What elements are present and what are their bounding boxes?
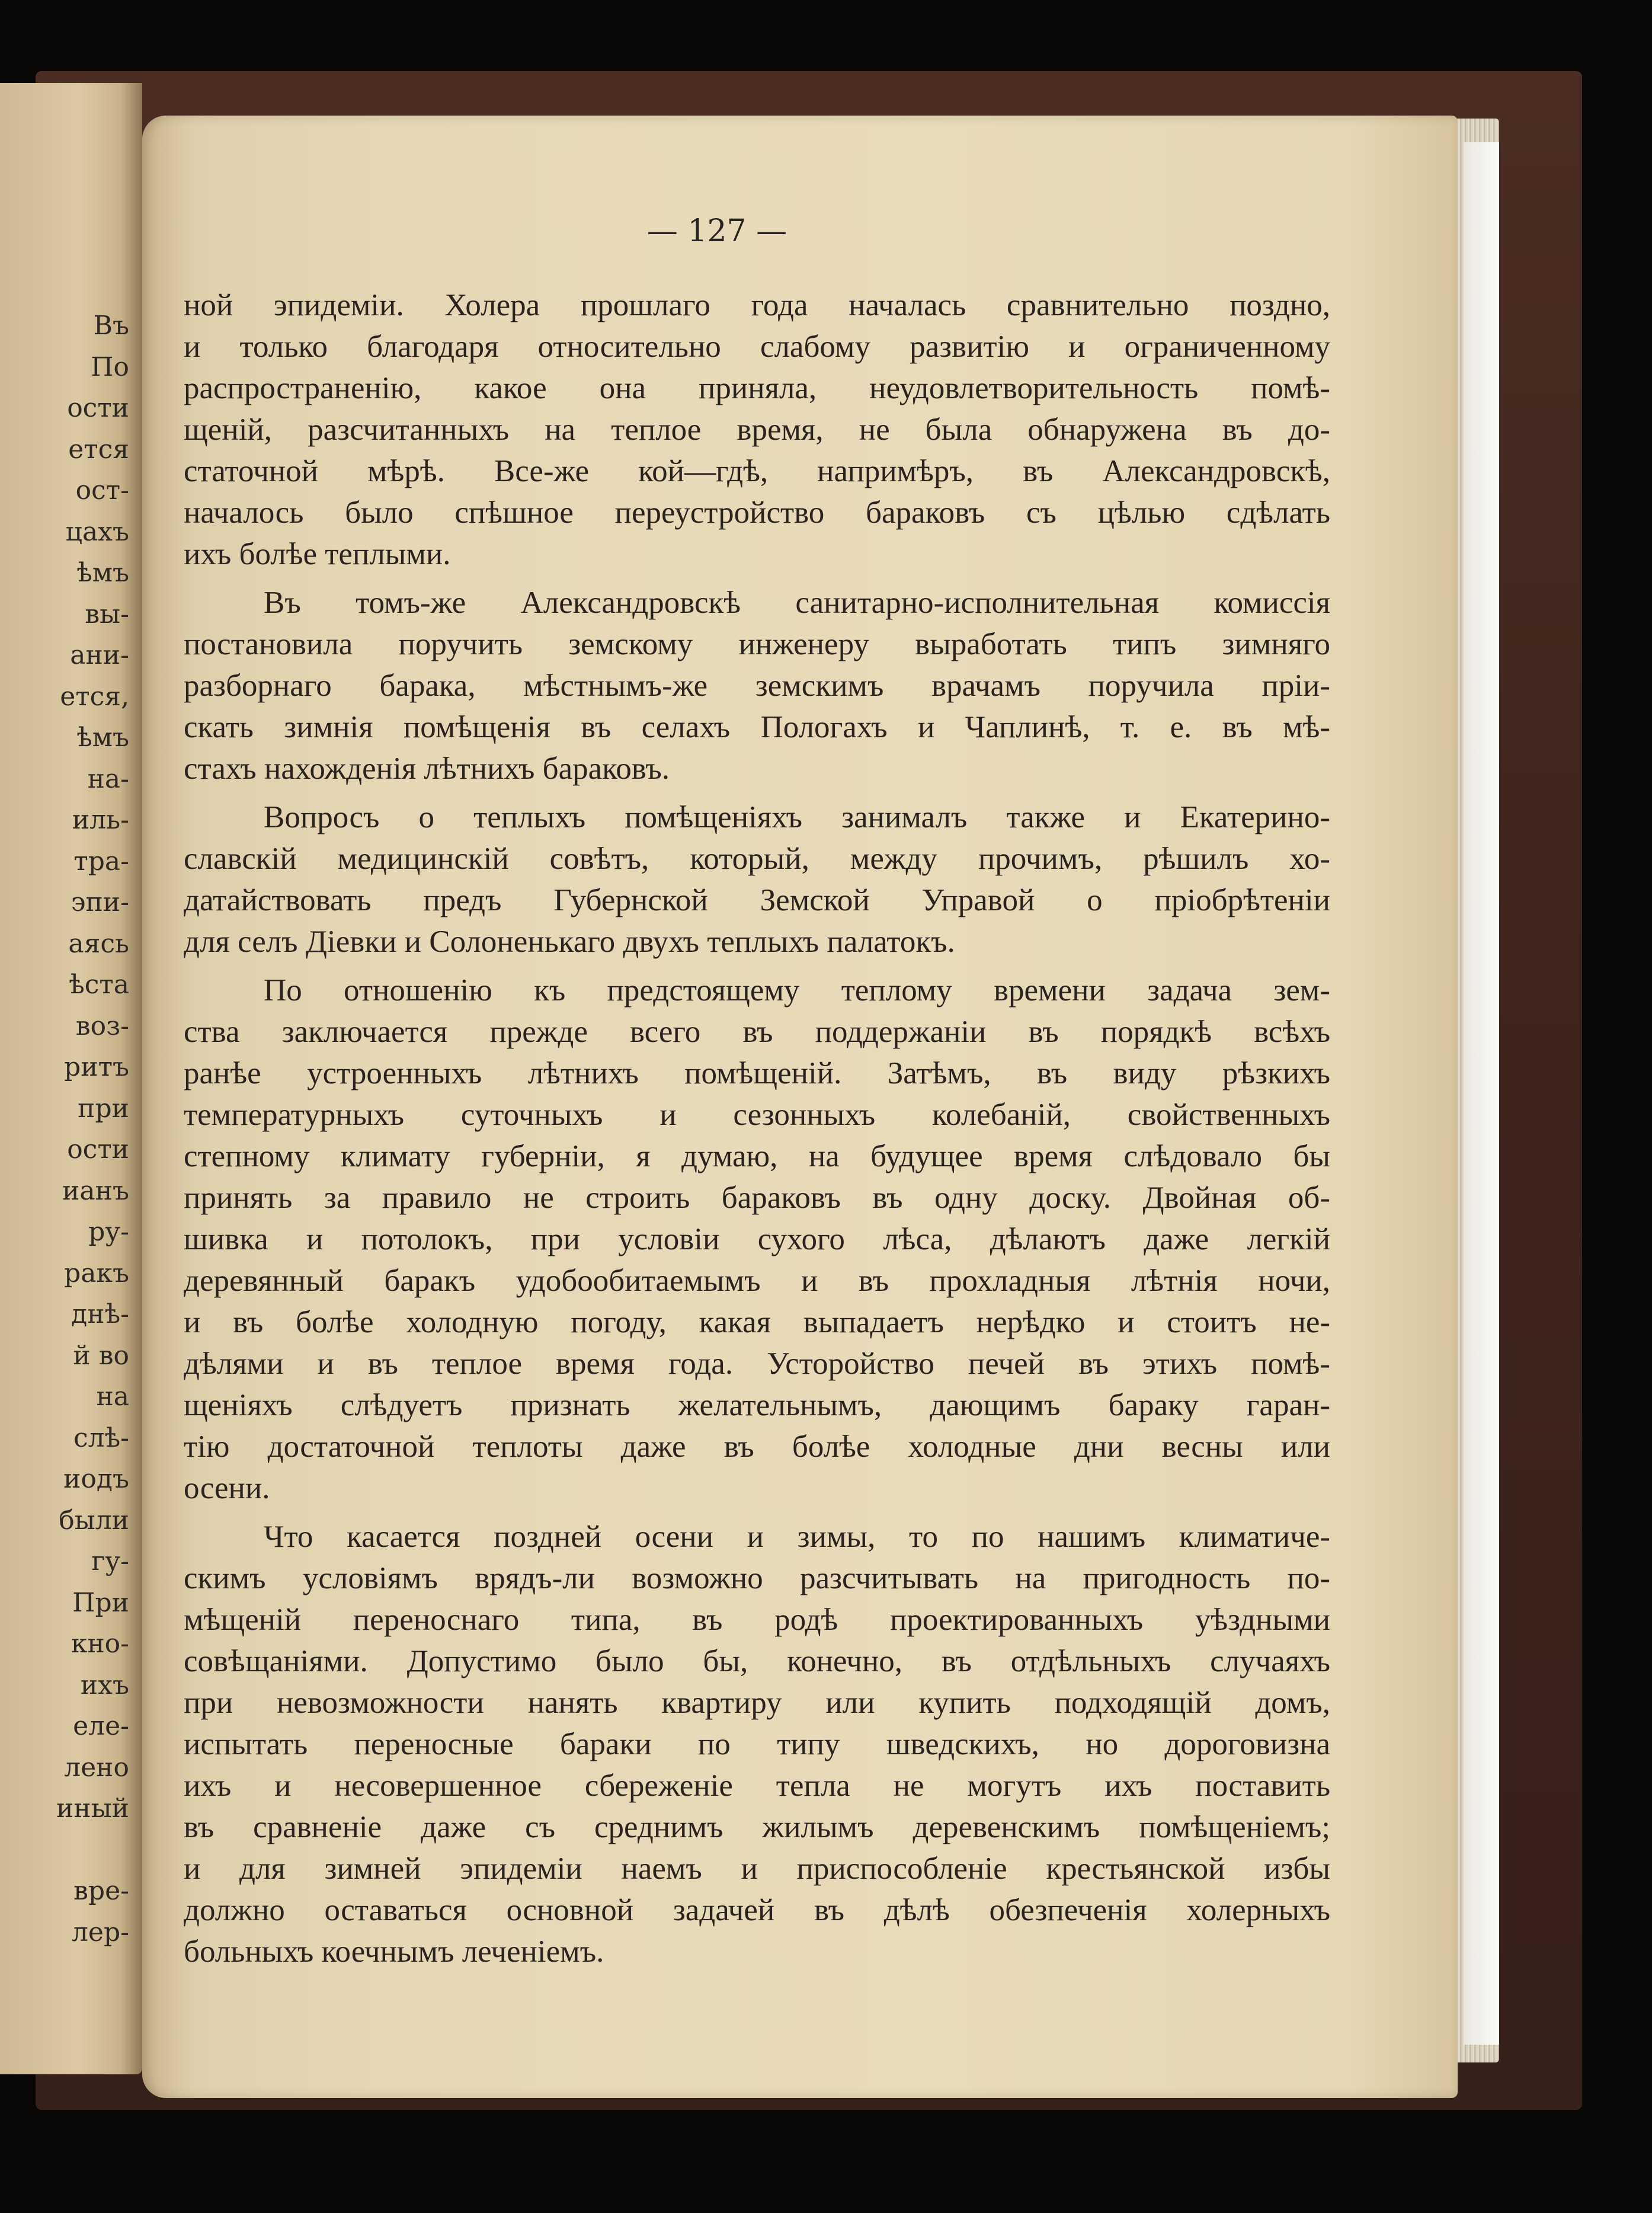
text-line: Вопросъ о теплыхъ помѣщеніяхъ занималъ также и Екатерино-: [264, 800, 1330, 834]
left-page-fragment: ихъ: [80, 1670, 129, 1700]
text-line: степному климату губерніи, я думаю, на будущее время слѣдовало бы: [184, 1139, 1330, 1173]
left-page-fragment: ется: [68, 434, 129, 465]
paragraph: [184, 582, 1330, 789]
left-page-fragment: лено: [64, 1752, 129, 1783]
left-page-fragment: лер-: [71, 1917, 129, 1947]
left-page-fragment: днѣ-: [71, 1299, 129, 1329]
left-page-fragment: ѣмъ: [76, 558, 129, 588]
text-line: шивка и потолокъ, при условіи сухого лѣса, дѣлаютъ даже легкій: [184, 1222, 1330, 1256]
left-page-fragment: были: [59, 1505, 129, 1536]
left-page-fragment: Въ: [93, 311, 129, 341]
text-line: тію достаточной теплоты даже въ болѣе холодные дни весны или: [184, 1430, 1330, 1464]
body-text: [184, 284, 1330, 1972]
left-page-fragment: слѣ-: [73, 1422, 129, 1453]
left-page-fragment: [0, 1830, 136, 1871]
left-page-fragment: эпи-: [71, 887, 129, 917]
text-line: принять за правило не строить бараковъ въ одну доску. Двойная об-: [184, 1181, 1330, 1215]
left-page-fragment: иодъ: [63, 1464, 129, 1494]
text-line: должно оставаться основной задачей въ дѣлѣ обезпеченія холерныхъ: [184, 1893, 1330, 1927]
text-line: при невозможности нанять квартиру или купить подходящій домъ,: [184, 1686, 1330, 1720]
text-line: и только благодаря относительно слабому развитію и ограниченному: [184, 330, 1330, 364]
left-page-fragment: ости: [67, 393, 129, 423]
text-line: щеній, разсчитанныхъ на теплое время, не была обнаружена въ до-: [184, 412, 1330, 447]
paragraph: [184, 1516, 1330, 1972]
left-page-fragment: ост-: [75, 475, 129, 506]
text-line: дѣлями и въ теплое время года. Усторойство печей въ этихъ помѣ-: [184, 1347, 1330, 1381]
left-page-fragment: При: [72, 1587, 129, 1618]
left-page-fragment: аясь: [68, 928, 129, 959]
left-page-fragment: иный: [56, 1793, 129, 1824]
text-line: скать зимнія помѣщенія въ селахъ Пологахъ и Чаплинѣ, т. е. въ мѣ-: [184, 710, 1330, 744]
paragraph: [184, 797, 1330, 962]
text-line: Въ томъ-же Александровскѣ санитарно-исполнительная комиссія: [264, 586, 1330, 620]
paragraph: [184, 970, 1330, 1509]
text-line: температурныхъ суточныхъ и сезонныхъ колебаній, свойственныхъ: [184, 1098, 1330, 1132]
text-line: По отношенію къ предстоящему теплому времени задача зем-: [264, 973, 1330, 1008]
text-line: ной эпидеміи. Холера прошлаго года началась сравнительно поздно,: [184, 288, 1330, 322]
text-line: больныхъ коечнымъ леченіемъ.: [184, 1934, 604, 1969]
left-page-fragment: ости: [67, 1134, 129, 1165]
left-page-fragment: ани-: [70, 640, 129, 670]
left-page-fragment: еле-: [73, 1711, 129, 1741]
page-number: — 127 —: [646, 213, 787, 249]
text-line: въ сравненіе даже съ среднимъ жилымъ деревенскимъ помѣщеніемъ;: [184, 1810, 1330, 1844]
left-page-fragment: кно-: [71, 1629, 129, 1659]
left-page-fragment: По: [91, 351, 129, 382]
page-edges-light: [1464, 142, 1499, 2045]
left-page-fragment: вы-: [85, 599, 129, 629]
text-line: деревянный баракъ удобообитаемымъ и въ прохладныя лѣтнія ночи,: [184, 1264, 1330, 1298]
left-page-fragment: ется,: [60, 681, 129, 712]
left-page-fragment: ѣста: [69, 970, 129, 1000]
text-line: мѣщеній переноснаго типа, въ родѣ проектированныхъ уѣздными: [184, 1603, 1330, 1637]
left-page-fragment: гу-: [91, 1546, 129, 1576]
text-line: разборнаго барака, мѣстнымъ-же земскимъ врачамъ поручила пріи-: [184, 669, 1330, 703]
text-line: распространенію, какое она приняла, неудовлетворительность помѣ-: [184, 371, 1330, 405]
text-line: датайствовать предъ Губернской Земской Управой о пріобрѣтеніи: [184, 883, 1330, 917]
right-page: [142, 116, 1458, 2098]
text-line: и для зимней эпидеміи наемъ и приспособленіе крестьянской избы: [184, 1851, 1330, 1886]
left-page-fragment: на: [96, 1381, 129, 1412]
left-page-line-fragments: [0, 305, 136, 1953]
text-line: славскій медицинскій совѣтъ, который, между прочимъ, рѣшилъ хо-: [184, 842, 1330, 876]
text-line: началось было спѣшное переустройство бараковъ съ цѣлью сдѣлать: [184, 495, 1330, 530]
paragraph-gap: [184, 962, 1330, 970]
text-line: щеніяхъ слѣдуетъ признать желательнымъ, дающимъ бараку гаран-: [184, 1388, 1330, 1422]
text-line: статочной мѣрѣ. Все-же кой—гдѣ, напримѣръ, въ Александровскѣ,: [184, 454, 1330, 488]
left-facing-page: [0, 83, 142, 2074]
paragraph: [184, 284, 1330, 575]
text-line: и въ болѣе холодную погоду, какая выпадаетъ нерѣдко и стоитъ не-: [184, 1305, 1330, 1339]
text-line: стахъ нахожденія лѣтнихъ бараковъ.: [184, 751, 670, 786]
text-line: ихъ болѣе теплыми.: [184, 537, 451, 571]
left-page-fragment: на-: [87, 763, 129, 794]
text-line: ства заключается прежде всего въ поддержаніи въ порядкѣ всѣхъ: [184, 1015, 1330, 1049]
left-page-fragment: ѣмъ: [76, 722, 129, 753]
paragraph-gap: [184, 789, 1330, 797]
left-page-fragment: ритъ: [64, 1052, 129, 1082]
text-line: скимъ условіямъ врядъ-ли возможно разсчитывать на пригодность по-: [184, 1561, 1330, 1595]
text-line: для селъ Діевки и Солоненькаго двухъ теплыхъ палатокъ.: [184, 925, 955, 959]
text-line: испытать переносные бараки по типу шведскихъ, но дороговизна: [184, 1727, 1330, 1761]
left-page-fragment: ракъ: [64, 1258, 129, 1288]
text-line: ихъ и несовершенное сбереженіе тепла не могутъ ихъ поставить: [184, 1769, 1330, 1803]
left-page-fragment: ианъ: [62, 1175, 129, 1206]
paragraph-gap: [184, 575, 1330, 582]
text-line: осени.: [184, 1471, 270, 1505]
text-line: Что касается поздней осени и зимы, то по нашимъ климатиче-: [264, 1520, 1330, 1554]
text-line: совѣщаніями. Допустимо было бы, конечно, въ отдѣльныхъ случаяхъ: [184, 1644, 1330, 1678]
left-page-fragment: при: [78, 1093, 129, 1124]
paragraph-gap: [184, 1509, 1330, 1516]
left-page-fragment: иль-: [72, 805, 129, 835]
text-line: постановила поручить земскому инженеру выработать типъ зимняго: [184, 627, 1330, 661]
left-page-fragment: цахъ: [65, 516, 129, 547]
left-page-fragment: воз-: [75, 1010, 129, 1041]
left-page-fragment: тра-: [73, 846, 129, 877]
text-line: ранѣе устроенныхъ лѣтнихъ помѣщеній. Затѣмъ, въ виду рѣзкихъ: [184, 1056, 1330, 1090]
left-page-fragment: вре-: [73, 1876, 129, 1906]
left-page-fragment: ру-: [88, 1217, 129, 1247]
left-page-fragment: й во: [73, 1340, 129, 1371]
